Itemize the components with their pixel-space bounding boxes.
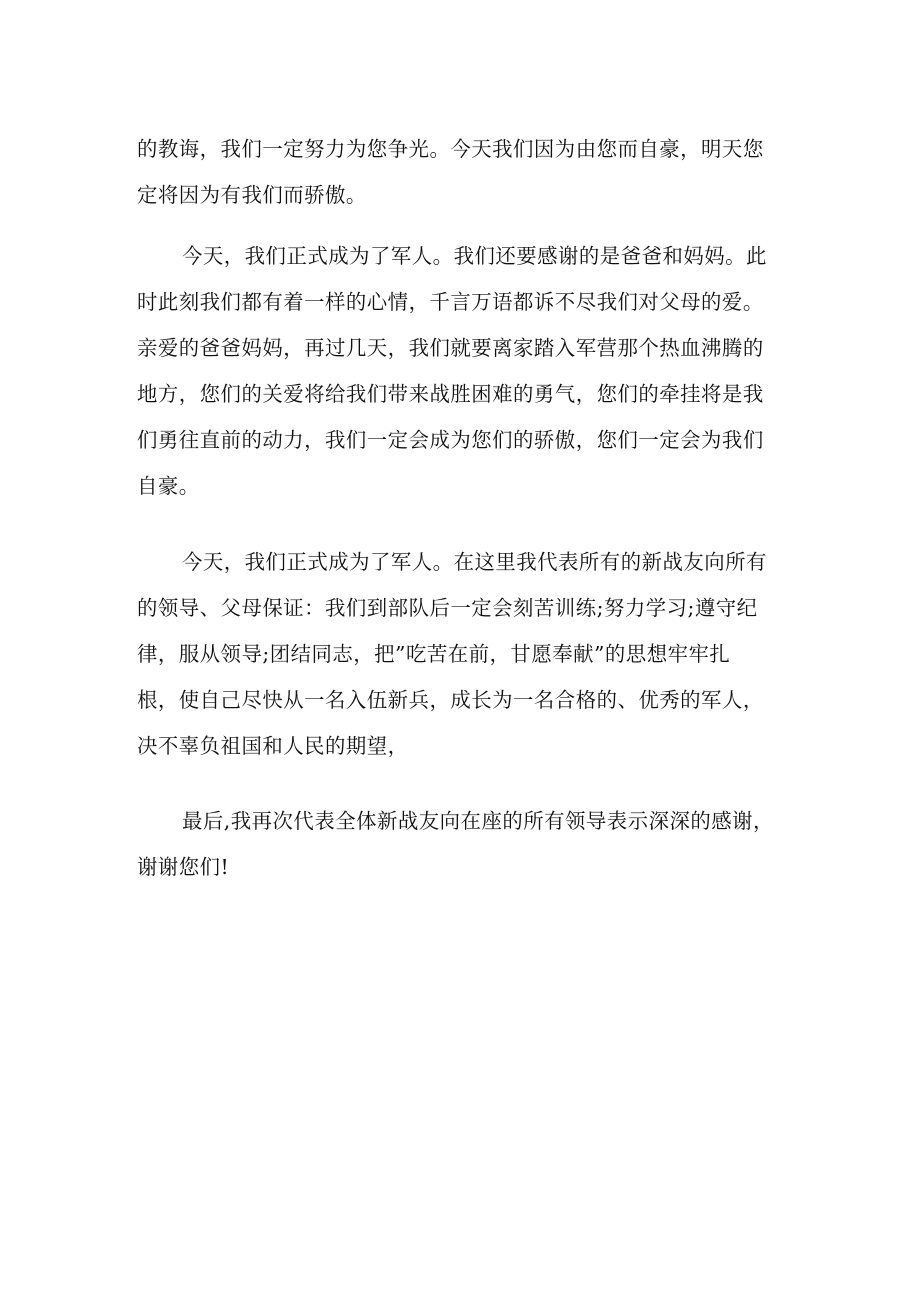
text-line: 律，服从领导;团结同志，把”吃苦在前，甘愿奉献”的思想牢牢扎 — [137, 642, 731, 666]
text-line: 决不辜负祖国和人民的期望， — [137, 734, 409, 758]
text-line: 今天，我们正式成为了军人。我们还要感谢的是爸爸和妈妈。此 — [182, 244, 767, 268]
text-line: 时此刻我们都有着一样的心情，千言万语都诉不尽我们对父母的爱。 — [137, 290, 764, 314]
text-line: 最后,我再次代表全体新战友向在座的所有领导表示深深的感谢， — [182, 809, 774, 833]
text-line: 自豪。 — [137, 474, 200, 498]
text-line: 地方，您们的关爱将给我们带来战胜困难的勇气，您们的牵挂将是我 — [137, 382, 764, 406]
text-line: 亲爱的爸爸妈妈，再过几天，我们就要离家踏入军营那个热血沸腾的 — [137, 336, 764, 360]
text-line: 定将因为有我们而骄傲。 — [137, 183, 367, 207]
text-line: 的教诲，我们一定努力为您争光。今天我们因为由您而自豪，明天您 — [137, 137, 764, 161]
text-line: 们勇往直前的动力，我们一定会成为您们的骄傲，您们一定会为我们 — [137, 428, 764, 452]
text-line: 的领导、父母保证：我们到部队后一定会刻苦训练;努力学习;遵守纪 — [137, 596, 758, 620]
text-line: 根，使自己尽快从一名入伍新兵，成长为一名合格的、优秀的军人， — [137, 688, 764, 712]
text-line: 谢谢您们! — [137, 855, 230, 879]
text-line: 今天，我们正式成为了军人。在这里我代表所有的新战友向所有 — [182, 550, 767, 574]
